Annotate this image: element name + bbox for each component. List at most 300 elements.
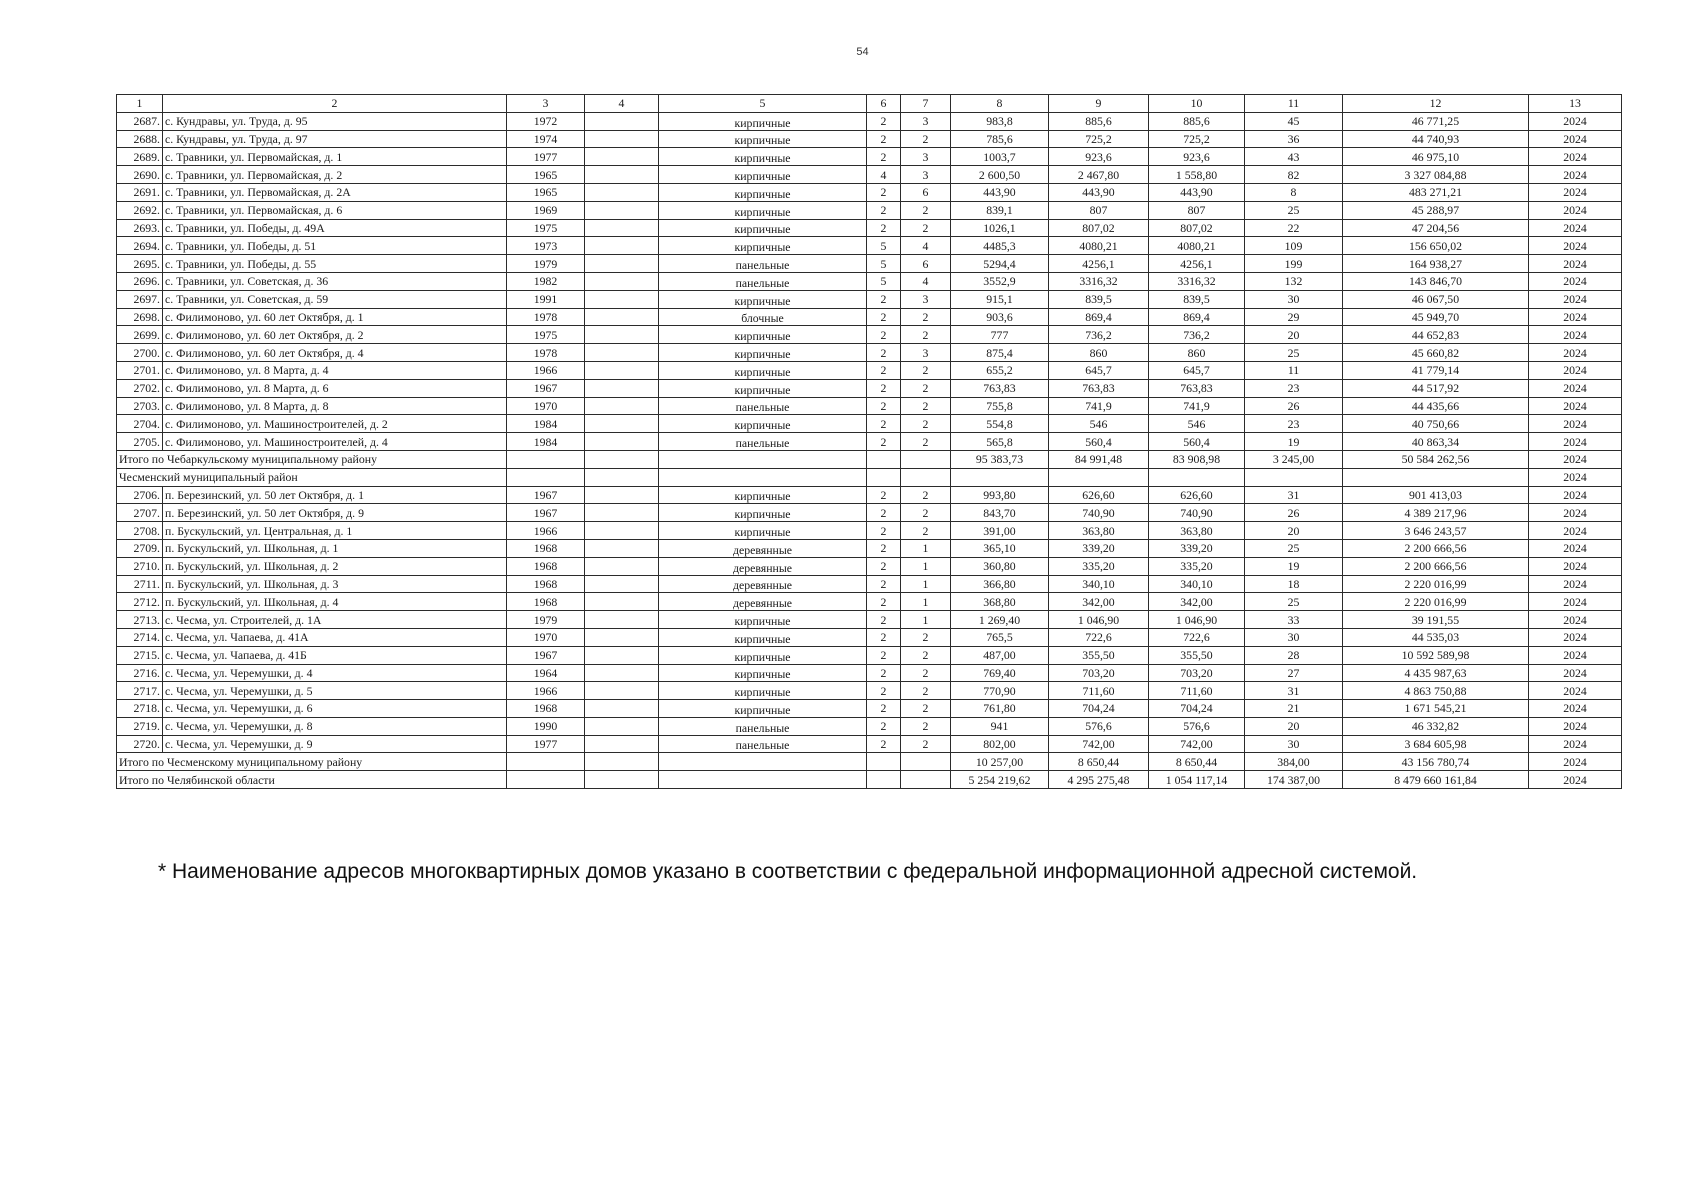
empty-cell bbox=[867, 468, 901, 486]
living-area: 703,20 bbox=[1049, 664, 1149, 682]
residential-area: 742,00 bbox=[1149, 735, 1245, 753]
wall-material: кирпичные bbox=[659, 664, 867, 682]
residential-area: 860 bbox=[1149, 344, 1245, 362]
entrances: 2 bbox=[901, 397, 951, 415]
living-area: 741,9 bbox=[1049, 397, 1149, 415]
total-area: 1003,7 bbox=[951, 148, 1049, 166]
wall-material: кирпичные bbox=[659, 237, 867, 255]
year-commissioned bbox=[585, 593, 659, 611]
empty-cell bbox=[901, 468, 951, 486]
table-row bbox=[117, 201, 1622, 219]
plan-year: 2024 bbox=[1529, 575, 1622, 593]
residential-area: 741,9 bbox=[1149, 397, 1245, 415]
year-commissioned bbox=[585, 486, 659, 504]
year-commissioned bbox=[585, 272, 659, 290]
entrances: 2 bbox=[901, 201, 951, 219]
wall-material: деревянные bbox=[659, 593, 867, 611]
address: с. Чесма, ул. Черемушки, д. 8 bbox=[163, 717, 507, 735]
address: с. Чесма, ул. Чапаева, д. 41Б bbox=[163, 646, 507, 664]
total-row bbox=[117, 753, 1622, 771]
address: с. Травники, ул. Победы, д. 51 bbox=[163, 237, 507, 255]
residents: 31 bbox=[1245, 486, 1343, 504]
row-number: 2709. bbox=[117, 539, 163, 557]
plan-year: 2024 bbox=[1529, 539, 1622, 557]
year-built: 1967 bbox=[507, 646, 585, 664]
cost: 44 435,66 bbox=[1343, 397, 1529, 415]
total-area: 366,80 bbox=[951, 575, 1049, 593]
row-number: 2712. bbox=[117, 593, 163, 611]
row-number: 2697. bbox=[117, 290, 163, 308]
table-row bbox=[117, 628, 1622, 646]
year-built: 1967 bbox=[507, 379, 585, 397]
residential-area: 4256,1 bbox=[1149, 255, 1245, 273]
residents: 43 bbox=[1245, 148, 1343, 166]
cost: 40 863,34 bbox=[1343, 433, 1529, 451]
year-commissioned bbox=[585, 326, 659, 344]
row-number: 2698. bbox=[117, 308, 163, 326]
row-number: 2693. bbox=[117, 219, 163, 237]
total-area: 487,00 bbox=[951, 646, 1049, 664]
year-built: 1968 bbox=[507, 575, 585, 593]
residents: 8 bbox=[1245, 183, 1343, 201]
entrances: 2 bbox=[901, 130, 951, 148]
residents: 25 bbox=[1245, 593, 1343, 611]
wall-material: кирпичные bbox=[659, 361, 867, 379]
address: с. Филимоново, ул. Машиностроителей, д. 2 bbox=[163, 415, 507, 433]
residents: 33 bbox=[1245, 611, 1343, 629]
row-number: 2690. bbox=[117, 166, 163, 184]
residents: 109 bbox=[1245, 237, 1343, 255]
row-number: 2695. bbox=[117, 255, 163, 273]
total-area: 368,80 bbox=[951, 593, 1049, 611]
address: п. Березинский, ул. 50 лет Октября, д. 1 bbox=[163, 486, 507, 504]
plan-year: 2024 bbox=[1529, 237, 1622, 255]
wall-material: блочные bbox=[659, 308, 867, 326]
table-row bbox=[117, 237, 1622, 255]
entrances: 2 bbox=[901, 219, 951, 237]
table-row bbox=[117, 272, 1622, 290]
residents: 20 bbox=[1245, 326, 1343, 344]
plan-year: 2024 bbox=[1529, 735, 1622, 753]
wall-material: кирпичные bbox=[659, 219, 867, 237]
plan-year: 2024 bbox=[1529, 593, 1622, 611]
residents: 18 bbox=[1245, 575, 1343, 593]
residents: 25 bbox=[1245, 201, 1343, 219]
year-commissioned bbox=[585, 504, 659, 522]
residential-area bbox=[1149, 468, 1245, 486]
residential-area: 4080,21 bbox=[1149, 237, 1245, 255]
address: с. Филимоново, ул. 8 Марта, д. 4 bbox=[163, 361, 507, 379]
address: п. Бускульский, ул. Центральная, д. 1 bbox=[163, 522, 507, 540]
total-area: 765,5 bbox=[951, 628, 1049, 646]
year-built: 1970 bbox=[507, 628, 585, 646]
residents: 174 387,00 bbox=[1245, 771, 1343, 789]
column-header: 1 bbox=[117, 95, 163, 113]
total-area: 839,1 bbox=[951, 201, 1049, 219]
floors: 2 bbox=[867, 735, 901, 753]
wall-material: панельные bbox=[659, 735, 867, 753]
entrances: 2 bbox=[901, 646, 951, 664]
total-area: 95 383,73 bbox=[951, 450, 1049, 468]
empty-cell bbox=[901, 450, 951, 468]
living-area: 923,6 bbox=[1049, 148, 1149, 166]
year-commissioned bbox=[585, 415, 659, 433]
residential-area: 923,6 bbox=[1149, 148, 1245, 166]
address: с. Травники, ул. Советская, д. 36 bbox=[163, 272, 507, 290]
entrances: 1 bbox=[901, 557, 951, 575]
floors: 2 bbox=[867, 379, 901, 397]
wall-material: кирпичные bbox=[659, 646, 867, 664]
residents: 11 bbox=[1245, 361, 1343, 379]
row-number: 2710. bbox=[117, 557, 163, 575]
floors: 2 bbox=[867, 593, 901, 611]
living-area: 763,83 bbox=[1049, 379, 1149, 397]
cost: 47 204,56 bbox=[1343, 219, 1529, 237]
address: с. Филимоново, ул. 60 лет Октября, д. 1 bbox=[163, 308, 507, 326]
plan-year: 2024 bbox=[1529, 255, 1622, 273]
wall-material: кирпичные bbox=[659, 611, 867, 629]
address: с. Чесма, ул. Черемушки, д. 9 bbox=[163, 735, 507, 753]
year-built: 1965 bbox=[507, 166, 585, 184]
total-area: 391,00 bbox=[951, 522, 1049, 540]
residential-area: 807,02 bbox=[1149, 219, 1245, 237]
year-commissioned bbox=[585, 522, 659, 540]
residential-area: 807 bbox=[1149, 201, 1245, 219]
entrances: 3 bbox=[901, 148, 951, 166]
empty-cell bbox=[585, 771, 659, 789]
row-number: 2717. bbox=[117, 682, 163, 700]
empty-cell bbox=[867, 450, 901, 468]
cost: 2 220 016,99 bbox=[1343, 593, 1529, 611]
total-area: 2 600,50 bbox=[951, 166, 1049, 184]
residents bbox=[1245, 468, 1343, 486]
column-header: 9 bbox=[1049, 95, 1149, 113]
residential-area: 725,2 bbox=[1149, 130, 1245, 148]
year-commissioned bbox=[585, 237, 659, 255]
page-number: 54 bbox=[856, 46, 869, 58]
total-area: 565,8 bbox=[951, 433, 1049, 451]
table-row bbox=[117, 397, 1622, 415]
year-commissioned bbox=[585, 201, 659, 219]
cost: 3 327 084,88 bbox=[1343, 166, 1529, 184]
empty-cell bbox=[901, 753, 951, 771]
row-number: 2694. bbox=[117, 237, 163, 255]
year-built: 1990 bbox=[507, 717, 585, 735]
table-body bbox=[117, 112, 1622, 788]
residential-area: 8 650,44 bbox=[1149, 753, 1245, 771]
empty-cell bbox=[585, 450, 659, 468]
floors: 2 bbox=[867, 557, 901, 575]
column-header: 11 bbox=[1245, 95, 1343, 113]
cost: 2 200 666,56 bbox=[1343, 557, 1529, 575]
year-built: 1968 bbox=[507, 700, 585, 718]
table-row bbox=[117, 183, 1622, 201]
column-header: 3 bbox=[507, 95, 585, 113]
row-number: 2716. bbox=[117, 664, 163, 682]
residential-area: 355,50 bbox=[1149, 646, 1245, 664]
floors: 2 bbox=[867, 682, 901, 700]
floors: 5 bbox=[867, 237, 901, 255]
living-area: 8 650,44 bbox=[1049, 753, 1149, 771]
plan-year: 2024 bbox=[1529, 308, 1622, 326]
cost: 46 067,50 bbox=[1343, 290, 1529, 308]
residents: 21 bbox=[1245, 700, 1343, 718]
table-row bbox=[117, 148, 1622, 166]
total-area: 843,70 bbox=[951, 504, 1049, 522]
living-area: 711,60 bbox=[1049, 682, 1149, 700]
total-area: 802,00 bbox=[951, 735, 1049, 753]
floors: 2 bbox=[867, 575, 901, 593]
column-header: 2 bbox=[163, 95, 507, 113]
table-row bbox=[117, 415, 1622, 433]
year-built: 1975 bbox=[507, 219, 585, 237]
plan-year: 2024 bbox=[1529, 522, 1622, 540]
year-commissioned bbox=[585, 148, 659, 166]
residents: 199 bbox=[1245, 255, 1343, 273]
total-area: 761,80 bbox=[951, 700, 1049, 718]
cost: 45 660,82 bbox=[1343, 344, 1529, 362]
address: с. Филимоново, ул. 60 лет Октября, д. 4 bbox=[163, 344, 507, 362]
table-row bbox=[117, 735, 1622, 753]
cost: 40 750,66 bbox=[1343, 415, 1529, 433]
living-area: 335,20 bbox=[1049, 557, 1149, 575]
entrances: 4 bbox=[901, 272, 951, 290]
living-area: 355,50 bbox=[1049, 646, 1149, 664]
plan-year: 2024 bbox=[1529, 611, 1622, 629]
entrances: 2 bbox=[901, 735, 951, 753]
year-commissioned bbox=[585, 717, 659, 735]
entrances: 6 bbox=[901, 183, 951, 201]
total-area: 785,6 bbox=[951, 130, 1049, 148]
total-area: 3552,9 bbox=[951, 272, 1049, 290]
total-area: 1 269,40 bbox=[951, 611, 1049, 629]
total-area: 770,90 bbox=[951, 682, 1049, 700]
residential-area: 839,5 bbox=[1149, 290, 1245, 308]
living-area: 807,02 bbox=[1049, 219, 1149, 237]
empty-cell bbox=[659, 771, 867, 789]
address: с. Травники, ул. Первомайская, д. 1 bbox=[163, 148, 507, 166]
total-area bbox=[951, 468, 1049, 486]
column-header: 4 bbox=[585, 95, 659, 113]
empty-cell bbox=[867, 753, 901, 771]
total-area: 554,8 bbox=[951, 415, 1049, 433]
cost: 41 779,14 bbox=[1343, 361, 1529, 379]
floors: 2 bbox=[867, 308, 901, 326]
cost: 43 156 780,74 bbox=[1343, 753, 1529, 771]
row-number: 2692. bbox=[117, 201, 163, 219]
plan-year: 2024 bbox=[1529, 664, 1622, 682]
address: с. Филимоново, ул. Машиностроителей, д. 4 bbox=[163, 433, 507, 451]
year-built: 1966 bbox=[507, 522, 585, 540]
table-row bbox=[117, 112, 1622, 130]
year-built: 1975 bbox=[507, 326, 585, 344]
table-row bbox=[117, 575, 1622, 593]
residents: 30 bbox=[1245, 628, 1343, 646]
entrances: 2 bbox=[901, 522, 951, 540]
wall-material: кирпичные bbox=[659, 700, 867, 718]
residents: 19 bbox=[1245, 433, 1343, 451]
address: с. Филимоново, ул. 60 лет Октября, д. 2 bbox=[163, 326, 507, 344]
cost: 44 517,92 bbox=[1343, 379, 1529, 397]
cost: 483 271,21 bbox=[1343, 183, 1529, 201]
residents: 29 bbox=[1245, 308, 1343, 326]
cost: 4 389 217,96 bbox=[1343, 504, 1529, 522]
wall-material: кирпичные bbox=[659, 415, 867, 433]
total-area: 755,8 bbox=[951, 397, 1049, 415]
year-commissioned bbox=[585, 575, 659, 593]
row-number: 2702. bbox=[117, 379, 163, 397]
year-commissioned bbox=[585, 611, 659, 629]
plan-year: 2024 bbox=[1529, 397, 1622, 415]
row-number: 2687. bbox=[117, 112, 163, 130]
year-commissioned bbox=[585, 664, 659, 682]
living-area: 740,90 bbox=[1049, 504, 1149, 522]
year-built: 1984 bbox=[507, 415, 585, 433]
year-commissioned bbox=[585, 735, 659, 753]
row-number: 2711. bbox=[117, 575, 163, 593]
plan-year: 2024 bbox=[1529, 361, 1622, 379]
entrances: 2 bbox=[901, 682, 951, 700]
row-number: 2720. bbox=[117, 735, 163, 753]
floors: 2 bbox=[867, 290, 901, 308]
residential-area: 626,60 bbox=[1149, 486, 1245, 504]
table-row bbox=[117, 219, 1622, 237]
section-header-row bbox=[117, 468, 1622, 486]
plan-year: 2024 bbox=[1529, 183, 1622, 201]
living-area: 560,4 bbox=[1049, 433, 1149, 451]
floors: 2 bbox=[867, 646, 901, 664]
entrances: 1 bbox=[901, 593, 951, 611]
entrances: 1 bbox=[901, 539, 951, 557]
year-commissioned bbox=[585, 682, 659, 700]
floors: 2 bbox=[867, 130, 901, 148]
year-built: 1965 bbox=[507, 183, 585, 201]
row-number: 2713. bbox=[117, 611, 163, 629]
cost: 164 938,27 bbox=[1343, 255, 1529, 273]
entrances: 2 bbox=[901, 486, 951, 504]
floors: 2 bbox=[867, 664, 901, 682]
residents: 22 bbox=[1245, 219, 1343, 237]
table-row bbox=[117, 646, 1622, 664]
entrances: 2 bbox=[901, 700, 951, 718]
row-number: 2700. bbox=[117, 344, 163, 362]
total-row bbox=[117, 450, 1622, 468]
total-label: Итого по Чесменскому муниципальному району bbox=[117, 753, 507, 771]
living-area: 576,6 bbox=[1049, 717, 1149, 735]
address: п. Бускульский, ул. Школьная, д. 1 bbox=[163, 539, 507, 557]
residential-area: 342,00 bbox=[1149, 593, 1245, 611]
floors: 2 bbox=[867, 148, 901, 166]
cost: 4 863 750,88 bbox=[1343, 682, 1529, 700]
residential-area: 560,4 bbox=[1149, 433, 1245, 451]
year-built: 1966 bbox=[507, 682, 585, 700]
floors: 2 bbox=[867, 628, 901, 646]
floors: 2 bbox=[867, 504, 901, 522]
row-number: 2696. bbox=[117, 272, 163, 290]
floors: 2 bbox=[867, 433, 901, 451]
plan-year: 2024 bbox=[1529, 504, 1622, 522]
empty-cell bbox=[659, 450, 867, 468]
address: п. Березинский, ул. 50 лет Октября, д. 9 bbox=[163, 504, 507, 522]
row-number: 2688. bbox=[117, 130, 163, 148]
residential-area: 704,24 bbox=[1149, 700, 1245, 718]
section-label: Чесменский муниципальный район bbox=[117, 468, 507, 486]
entrances: 1 bbox=[901, 575, 951, 593]
entrances: 3 bbox=[901, 166, 951, 184]
total-area: 941 bbox=[951, 717, 1049, 735]
residential-area: 1 054 117,14 bbox=[1149, 771, 1245, 789]
total-area: 763,83 bbox=[951, 379, 1049, 397]
table-row bbox=[117, 379, 1622, 397]
entrances: 2 bbox=[901, 504, 951, 522]
floors: 2 bbox=[867, 183, 901, 201]
year-built: 1966 bbox=[507, 361, 585, 379]
row-number: 2718. bbox=[117, 700, 163, 718]
wall-material: кирпичные bbox=[659, 130, 867, 148]
residents: 132 bbox=[1245, 272, 1343, 290]
column-header: 5 bbox=[659, 95, 867, 113]
floors: 5 bbox=[867, 272, 901, 290]
address: с. Чесма, ул. Чапаева, д. 41А bbox=[163, 628, 507, 646]
cost: 50 584 262,56 bbox=[1343, 450, 1529, 468]
table-row bbox=[117, 593, 1622, 611]
cost: 44 652,83 bbox=[1343, 326, 1529, 344]
residential-area: 340,10 bbox=[1149, 575, 1245, 593]
residents: 23 bbox=[1245, 415, 1343, 433]
wall-material: панельные bbox=[659, 433, 867, 451]
residential-area: 335,20 bbox=[1149, 557, 1245, 575]
plan-year: 2024 bbox=[1529, 486, 1622, 504]
year-commissioned bbox=[585, 628, 659, 646]
plan-year: 2024 bbox=[1529, 219, 1622, 237]
year-built: 1968 bbox=[507, 557, 585, 575]
living-area: 645,7 bbox=[1049, 361, 1149, 379]
entrances: 2 bbox=[901, 326, 951, 344]
residential-area: 736,2 bbox=[1149, 326, 1245, 344]
table-row bbox=[117, 326, 1622, 344]
floors: 2 bbox=[867, 717, 901, 735]
wall-material: кирпичные bbox=[659, 326, 867, 344]
residential-area: 703,20 bbox=[1149, 664, 1245, 682]
cost: 4 435 987,63 bbox=[1343, 664, 1529, 682]
residents: 30 bbox=[1245, 290, 1343, 308]
plan-year: 2024 bbox=[1529, 379, 1622, 397]
entrances: 2 bbox=[901, 433, 951, 451]
plan-year: 2024 bbox=[1529, 166, 1622, 184]
row-number: 2708. bbox=[117, 522, 163, 540]
year-commissioned bbox=[585, 130, 659, 148]
residents: 28 bbox=[1245, 646, 1343, 664]
cost bbox=[1343, 468, 1529, 486]
living-area: 885,6 bbox=[1049, 112, 1149, 130]
plan-year: 2024 bbox=[1529, 468, 1622, 486]
floors: 2 bbox=[867, 112, 901, 130]
living-area: 704,24 bbox=[1049, 700, 1149, 718]
plan-year: 2024 bbox=[1529, 201, 1622, 219]
year-commissioned bbox=[585, 183, 659, 201]
plan-year: 2024 bbox=[1529, 415, 1622, 433]
row-number: 2705. bbox=[117, 433, 163, 451]
plan-year: 2024 bbox=[1529, 771, 1622, 789]
entrances: 1 bbox=[901, 611, 951, 629]
total-area: 915,1 bbox=[951, 290, 1049, 308]
address: с. Филимоново, ул. 8 Марта, д. 6 bbox=[163, 379, 507, 397]
wall-material: кирпичные bbox=[659, 201, 867, 219]
year-built: 1977 bbox=[507, 148, 585, 166]
total-area: 5 254 219,62 bbox=[951, 771, 1049, 789]
residential-area: 3316,32 bbox=[1149, 272, 1245, 290]
residents: 31 bbox=[1245, 682, 1343, 700]
